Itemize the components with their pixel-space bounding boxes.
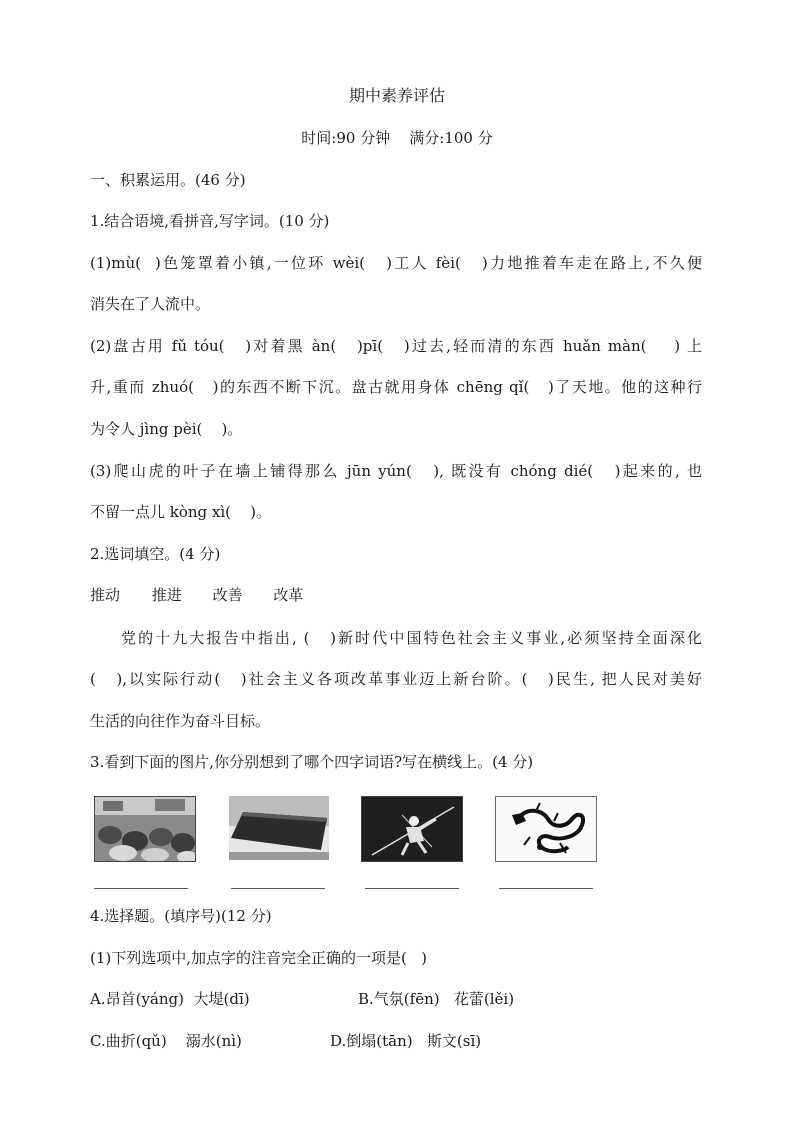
question-1-part-3-line-1: (3)爬山虎的叶子在墙上铺得那么 jūn yún( ), 既没有 chóng dié( )起来的, 也	[90, 462, 702, 480]
question-2-paragraph-line-3: 生活的向往作为奋斗目标。	[90, 712, 271, 730]
question-2-paragraph-line-2: ( ),以实际行动( )社会主义各项改革事业迈上新台阶。( )民生, 把人民对美好	[90, 670, 702, 688]
option-a: A.昂首(yáng) 大堤(dī)	[90, 990, 250, 1008]
question-3-stem: 3.看到下面的图片,你分别想到了哪个四字词语?写在横线上。(4 分)	[90, 753, 534, 771]
picture-dragon	[495, 796, 597, 862]
question-1-part-2-line-2: 升,重而 zhuó( )的东西不断下沉。盘古就用身体 chēng qǐ( )了天地。他的这种行	[90, 378, 702, 396]
question-2-stem: 2.选词填空。(4 分)	[90, 545, 221, 563]
word-option: 改革	[273, 586, 304, 604]
question-1-part-1-line-1: (1)mù( )色笼罩着小镇,一位环 wèi( )工人 fèi( )力地推着车走在路上,不久便	[90, 254, 702, 272]
question-1-part-2-line-3: 为令人 jìng pèi( )。	[90, 420, 243, 438]
picture-warrior	[361, 796, 463, 862]
question-2-paragraph-line-1: 党的十九大报告中指出, ( )新时代中国特色社会主义事业,必须坚持全面深化	[121, 629, 702, 647]
question-1-part-3-line-2: 不留一点儿 kòng xì( )。	[90, 503, 271, 521]
picture-parade-formation	[229, 796, 329, 860]
answer-blank-3[interactable]	[365, 888, 459, 889]
answer-blank-1[interactable]	[94, 888, 188, 889]
question-1-part-2-line-1: (2)盘古用 fǔ tóu( )对着黑 àn( )pī( )过去,轻而清的东西 huǎn màn( ) 上	[90, 337, 702, 355]
word-option: 改善	[212, 586, 243, 604]
option-d: D.倒塌(tān) 斯文(sī)	[330, 1032, 482, 1050]
question-1-stem: 1.结合语境,看拼音,写字词。(10 分)	[90, 212, 330, 230]
answer-blank-2[interactable]	[231, 888, 325, 889]
question-1-part-1-line-2: 消失在了人流中。	[90, 295, 211, 313]
picture-drums	[94, 796, 196, 862]
section-heading: 一、积累运用。(46 分)	[90, 171, 246, 189]
answer-blank-4[interactable]	[499, 888, 593, 889]
option-b: B.气氛(fēn) 花蕾(lěi)	[358, 990, 515, 1008]
word-option: 推进	[151, 586, 182, 604]
question-4-stem: 4.选择题。(填序号)(12 分)	[90, 907, 272, 925]
question-4-sub-1: (1)下列选项中,加点字的注音完全正确的一项是( )	[90, 949, 428, 967]
option-c: C.曲折(qǔ) 溺水(nì)	[90, 1032, 242, 1050]
word-option: 推动	[90, 586, 121, 604]
page-title: 期中素养评估	[348, 86, 445, 105]
exam-meta: 时间:90 分钟 满分:100 分	[301, 129, 493, 147]
word-bank	[90, 585, 303, 605]
